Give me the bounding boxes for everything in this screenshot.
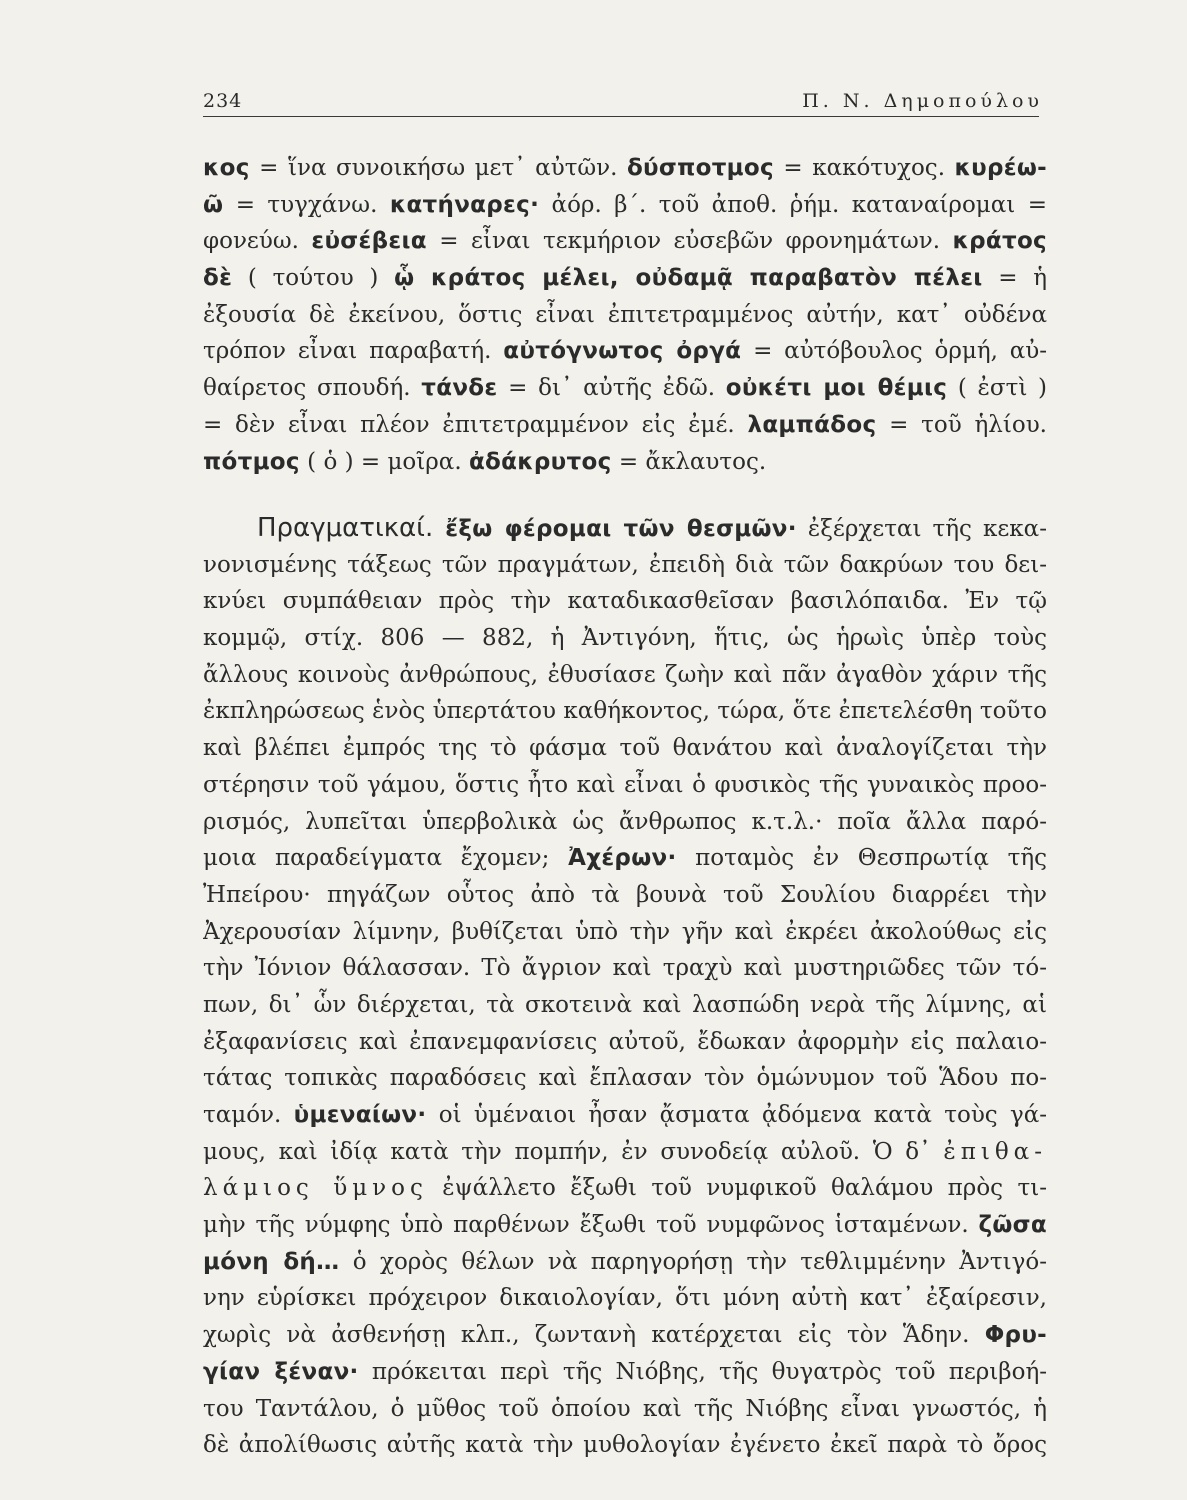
text-line [203,730,1047,767]
text-segment: τρόπον εἶναι παραβατή. [203,338,504,365]
text-line [203,370,1047,407]
text-line [203,950,1047,987]
text-segment: ποταμὸς ἐν Θεσπρωτίᾳ τῆς [676,845,1047,872]
text-segment: θαίρετος σπουδή. [203,375,422,402]
text-segment: ἐξουσία δὲ ἐκείνου, ὅστις εἶναι ἐπιτετραμμένος αὐτήν, κατ᾽ οὐδένα [203,301,1047,328]
bold-lemma: Φρυ- [984,1322,1047,1349]
text-line [203,297,1047,334]
text-segment: = δι᾽ αὐτῆς ἐδῶ. [497,375,726,402]
text-line [203,1391,1047,1428]
bold-lemma: κατήναρες· [389,191,540,218]
text-segment: = εἶναι τεκμήριον εὐσεβῶν φρονημάτων. [426,228,953,255]
text-segment: χωρὶς νὰ ἀσθενήσῃ κλπ., ζωντανὴ κατέρχεται εἰς τὸν Ἅδην. [203,1322,985,1349]
text-segment: οἱ ὑμέναιοι ἦσαν ᾄσματα ᾀδόμενα κατὰ τοὺς γά- [426,1102,1047,1128]
text-segment: πων, δι᾽ ὧν διέρχεται, τὰ σκοτεινὰ καὶ λασπώδη νερὰ τῆς λίμνης, αἱ [203,991,1047,1018]
text-line [203,987,1047,1024]
text-line [203,620,1047,657]
bold-lemma: ὑμεναίων· [293,1102,427,1128]
bold-lemma: πότμος [203,448,300,475]
running-header [203,82,1043,112]
text-line [203,1060,1047,1097]
text-line [203,877,1047,914]
section-heading: Πραγματικαί. [257,513,446,543]
bold-lemma: ῶ [203,191,224,218]
paragraph-glossary [203,150,1047,480]
text-segment: = τυγχάνω. [223,191,390,218]
bold-lemma: κος [203,155,250,181]
bold-lemma: δύσποτμος [626,155,774,181]
spaced-term: ἐπιθα- [943,1138,1047,1165]
text-segment: ἐξαφανίσεις καὶ ἐπανεμφανίσεις αὐτοῦ, ἔδωκαν ἀφορμὴν εἰς παλαιο- [203,1028,1047,1055]
text-line [203,223,1047,260]
text-segment: = τοῦ ἡλίου. [876,411,1047,438]
text-segment: ( τούτου ) [232,265,395,292]
text-line [203,1280,1047,1317]
bold-lemma: κράτος [952,228,1047,255]
text-segment: ἐκπληρώσεως ἑνὸς ὑπερτάτου καθήκοντος, τώρα, ὅτε ἐπετελέσθη τοῦτο [203,698,1047,725]
text-segment: κνύει συμπάθειαν πρὸς τὴν καταδικασθεῖσαν βασιλόπαιδα. Ἐν τῷ [203,588,1047,615]
text-line [203,693,1047,730]
text-line [203,1244,1047,1281]
text-segment: νην εὑρίσκει πρόχειρον δικαιολογίαν, ὅτι μόνη αὐτὴ κατ᾽ ἐξαίρεσιν, [203,1285,1047,1312]
text-segment: ρισμός, λυπεῖται ὑπερβολικὰ ὡς ἄνθρωπος κ.τ.λ.· ποῖα ἄλλα παρό- [203,808,1047,835]
text-segment: = δὲν εἶναι πλέον ἐπιτετραμμένον εἰς ἐμέ. [203,411,748,438]
bold-lemma: ἔξω φέρομαι τῶν θεσμῶν· [445,516,797,542]
paragraph-pragmatikai [203,510,1047,1464]
text-segment: κομμῷ, στίχ. 806 — 882, ἡ Ἀντιγόνη, ἥτις, ὡς ἡρωὶς ὑπὲρ τοὺς [203,625,1047,652]
bold-lemma: κυρέω- [954,155,1047,181]
text-line [203,510,1047,547]
text-segment: = ἡ [982,265,1047,292]
page-number: 234 [203,90,243,112]
bold-lemma: λαμπάδος [747,411,877,438]
bold-lemma: οὐκέτι μοι θέμις [725,375,948,402]
bold-lemma: Ἀχέρων· [568,845,677,872]
bold-lemma: μόνη δή… [203,1248,340,1275]
text-line [203,444,1047,481]
text-segment: ( ἐστὶ ) [947,375,1047,402]
text-segment: τὴν Ἰόνιον θάλασσαν. Τὸ ἄγριον καὶ τραχὺ καὶ μυστηριῶδες τῶν τό- [203,955,1047,982]
text-segment: ταμόν. [203,1102,294,1128]
header-rule [203,116,1039,117]
text-line [203,1170,1047,1207]
text-segment: = αὐτόβουλος ὁρμή, αὐ- [741,338,1047,365]
text-segment: = κακότυχος. [773,155,955,181]
text-segment: φονεύω. [203,228,312,255]
text-line [203,333,1047,370]
bold-lemma: ἀδάκρυτος [468,448,612,475]
text-segment: μὴν τῆς νύμφης ὑπὸ παρθένων ἔξωθι τοῦ νυμφῶνος ἱσταμένων. [203,1212,979,1239]
bold-lemma: ᾧ κράτος μέλει, οὐδαμᾷ παραβατὸν πέλει [394,265,983,292]
text-segment: τάτας τοπικὰς παραδόσεις καὶ ἔπλασαν τὸν ὁμώνυμον τοῦ Ἅδου πο- [203,1065,1047,1092]
text-segment: δὲ ἀπολίθωσις αὐτῆς κατὰ τὴν μυθολογίαν ἐγένετο ἐκεῖ παρὰ τὸ ὄρος [203,1432,1047,1459]
text-segment: μοια παραδείγματα ἔχομεν; [203,845,569,872]
spaced-term: λάμιος ὕμνος [203,1175,428,1202]
bold-lemma: εὐσέβεια [311,228,427,255]
bold-lemma: δὲ [203,265,233,292]
text-segment: του Ταντάλου, ὁ μῦθος τοῦ ὁποίου καὶ τῆς Νιόβης εἶναι γνωστός, ἡ [203,1395,1047,1422]
text-segment: ὁ χορὸς θέλων νὰ παρηγορήσῃ τὴν τεθλιμμένην Ἀντιγό- [339,1248,1047,1275]
text-line [203,840,1047,877]
text-line [203,1207,1047,1244]
text-line [203,260,1047,297]
bold-lemma: τάνδε [421,375,498,402]
bold-lemma: γίαν ξέναν· [203,1358,359,1385]
text-segment: = ἄκλαυτος. [611,448,767,475]
text-segment: ἀόρ. β΄. τοῦ ἀποθ. ῥήμ. καταναίρομαι = [539,191,1047,218]
text-segment: μους, καὶ ἰδίᾳ κατὰ τὴν πομπήν, ἐν συνοδείᾳ αὐλοῦ. Ὁ δ᾽ [203,1138,944,1165]
bold-lemma: ζῶσα [978,1212,1047,1239]
text-line [203,804,1047,841]
text-line [203,1317,1047,1354]
text-segment: στέρησιν τοῦ γάμου, ὅστις ἦτο καὶ εἶναι ὁ φυσικὸς τῆς γυναικὸς προο- [203,771,1047,798]
text-line [203,547,1047,584]
text-segment: ἐξέρχεται τῆς κεκα- [796,516,1047,542]
text-line [203,1024,1047,1061]
text-line [203,583,1047,620]
text-line [203,657,1047,694]
text-segment: = ἵνα συνοικήσω μετ᾽ αὐτῶν. [249,155,627,181]
bold-lemma: αὐτόγνωτος ὀργά [503,338,742,365]
text-line [203,1134,1047,1171]
text-segment: Ἠπείρου· πηγάζων οὗτος ἀπὸ τὰ βουνὰ τοῦ Σουλίου διαρρέει τὴν [203,881,1047,908]
text-line [203,914,1047,951]
text-line [203,187,1047,224]
running-head-author: Π. Ν. Δημοπούλου [802,90,1043,112]
text-segment: πρόκειται περὶ τῆς Νιόβης, τῆς θυγατρὸς τοῦ περιβοή- [358,1358,1047,1385]
text-segment: ἐψάλλετο ἔξωθι τοῦ νυμφικοῦ θαλάμου πρὸς τι- [427,1175,1047,1202]
text-line [203,767,1047,804]
text-segment: καὶ βλέπει ἐμπρός της τὸ φάσμα τοῦ θανάτου καὶ ἀναλογίζεται τὴν [203,735,1047,762]
text-segment: ἄλλους κοινοὺς ἀνθρώπους, ἐθυσίασε ζωὴν καὶ πᾶν ἀγαθὸν χάριν τῆς [203,661,1047,688]
text-line [203,1427,1047,1464]
text-segment: ( ὁ ) = μοῖρα. [299,448,469,475]
text-line [203,1097,1047,1134]
text-line [203,150,1047,187]
text-segment: νονισμένης τάξεως τῶν πραγμάτων, ἐπειδὴ διὰ τῶν δακρύων του δει- [203,551,1047,578]
text-segment: Ἀχερουσίαν λίμνην, βυθίζεται ὑπὸ τὴν γῆν καὶ ἐκρέει ἀκολούθως εἰς [203,918,1047,945]
text-line [203,407,1047,444]
text-line [203,1354,1047,1391]
